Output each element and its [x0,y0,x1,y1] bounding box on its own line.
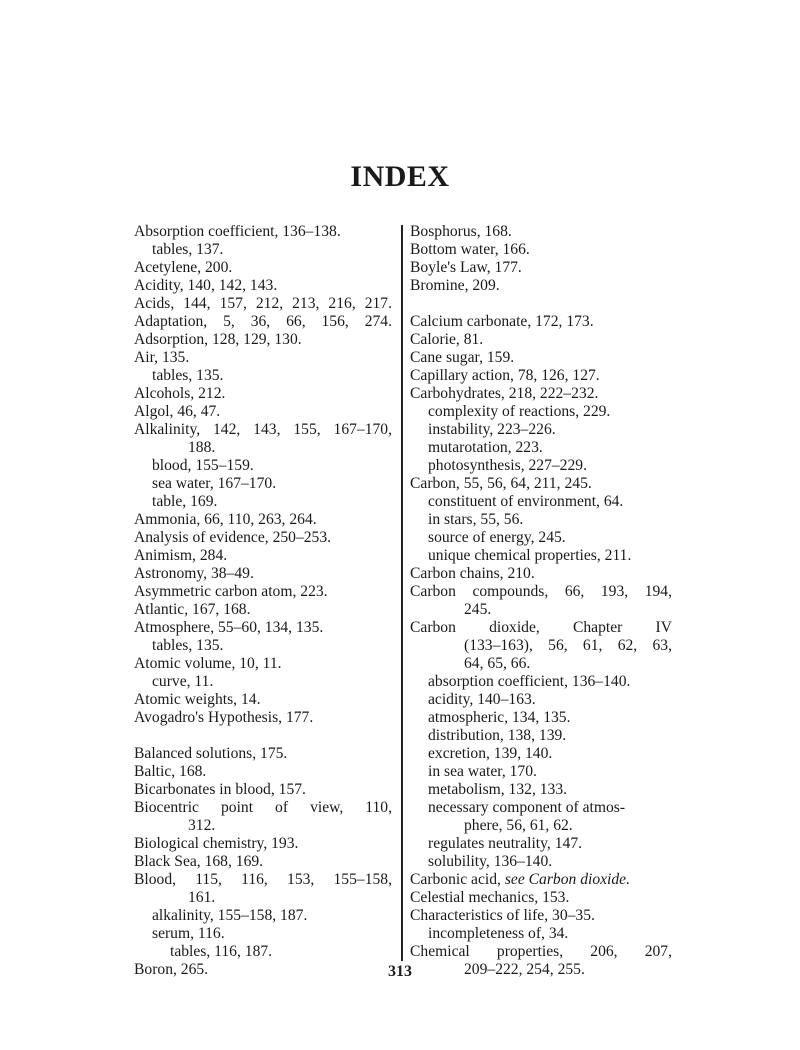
index-entry: photosynthesis, 227–229. [428,457,587,474]
index-entry: Chemical properties, 206, 207, [410,943,672,960]
blank-line [134,727,392,745]
index-entry: alkalinity, 155–158, 187. [152,907,308,924]
index-entry: curve, 11. [152,673,214,690]
index-entry: excretion, 139, 140. [428,745,553,762]
page-number: 313 [388,963,412,980]
index-entry: Carbohydrates, 218, 222–232. [410,385,599,402]
index-entry: Boron, 265. [134,961,209,978]
index-entry: Biological chemistry, 193. [134,835,299,852]
index-entry: serum, 116. [152,925,225,942]
index-entry: Characteristics of life, 30–35. [410,907,595,924]
index-entry: complexity of reactions, 229. [428,403,611,420]
index-entry: Carbon, 55, 56, 64, 211, 245. [410,475,592,492]
index-entry: Baltic, 168. [134,763,207,780]
index-entry: acidity, 140–163. [428,691,536,708]
index-entry: Acetylene, 200. [134,259,233,276]
index-entry: 161. [188,889,216,906]
index-entry: Acids, 144, 157, 212, 213, 216, 217. [134,295,392,312]
index-entry: Balanced solutions, 175. [134,745,288,762]
index-entry: Atomic volume, 10, 11. [134,655,282,672]
index-entry: tables, 116, 187. [170,943,273,960]
index-column-left [134,223,392,979]
index-entry: 64, 65, 66. [464,655,531,672]
blank-line [410,295,672,313]
index-entry: phere, 56, 61, 62. [464,817,573,834]
index-entry: Carbon dioxide, Chapter IV [410,619,672,636]
index-entry: table, 169. [152,493,218,510]
index-entry: Atlantic, 167, 168. [134,601,251,618]
index-entry: metabolism, 132, 133. [428,781,568,798]
index-entry: Alkalinity, 142, 143, 155, 167–170, [134,421,392,438]
index-entry: Adsorption, 128, 129, 130. [134,331,302,348]
index-entry: incompleteness of, 34. [428,925,569,942]
index-entry: constituent of environment, 64. [428,493,624,510]
index-entry: Avogadro's Hypothesis, 177. [134,709,314,726]
index-entry: Acidity, 140, 142, 143. [134,277,278,294]
index-entry: in sea water, 170. [428,763,537,780]
index-entry: 209–222, 254, 255. [464,961,585,978]
index-entry: unique chemical properties, 211. [428,547,632,564]
index-entry: instability, 223–226. [428,421,556,438]
index-entry: Bicarbonates in blood, 157. [134,781,306,798]
index-entry: Carbon compounds, 66, 193, 194, [410,583,672,600]
index-entry: 245. [464,601,492,618]
index-entry: Atomic weights, 14. [134,691,261,708]
index-entry: Capillary action, 78, 126, 127. [410,367,600,384]
index-entry: Carbonic acid, see Carbon dioxide. [410,871,630,888]
index-entry: Asymmetric carbon atom, 223. [134,583,328,600]
index-entry: regulates neutrality, 147. [428,835,583,852]
index-entry: Carbon chains, 210. [410,565,535,582]
index-entry: Cane sugar, 159. [410,349,515,366]
index-entry: Ammonia, 66, 110, 263, 264. [134,511,317,528]
index-entry: distribution, 138, 139. [428,727,567,744]
index-entry: Adaptation, 5, 36, 66, 156, 274. [134,313,392,330]
index-entry: Calorie, 81. [410,331,484,348]
index-entry: tables, 135. [152,637,224,654]
index-entry: Bromine, 209. [410,277,500,294]
index-entry: Calcium carbonate, 172, 173. [410,313,594,330]
index-entry: Boyle's Law, 177. [410,259,522,276]
index-entry: absorption coefficient, 136–140. [428,673,631,690]
index-entry: Biocentric point of view, 110, [134,799,392,816]
index-entry: (133–163), 56, 61, 62, 63, [464,637,672,654]
index-entry: tables, 135. [152,367,224,384]
index-entry: Blood, 115, 116, 153, 155–158, [134,871,392,888]
index-entry: Analysis of evidence, 250–253. [134,529,332,546]
index-entry: Black Sea, 168, 169. [134,853,264,870]
cross-reference: see Carbon dioxide. [504,871,630,888]
index-entry: in stars, 55, 56. [428,511,524,528]
index-entry: Alcohols, 212. [134,385,226,402]
index-entry: sea water, 167–170. [152,475,277,492]
index-entry: Air, 135. [134,349,190,366]
page-title: INDEX [350,160,450,193]
index-entry: atmospheric, 134, 135. [428,709,571,726]
index-entry: mutarotation, 223. [428,439,543,456]
index-entry: Astronomy, 38–49. [134,565,254,582]
column-divider [401,225,403,961]
index-entry: Atmosphere, 55–60, 134, 135. [134,619,324,636]
index-entry: Animism, 284. [134,547,228,564]
index-entry: 188. [188,439,216,456]
index-entry: Celestial mechanics, 153. [410,889,570,906]
index-entry: Absorption coefficient, 136–138. [134,223,341,240]
index-entry: tables, 137. [152,241,224,258]
index-entry: blood, 155–159. [152,457,254,474]
index-entry: 312. [188,817,216,834]
index-entry: Bosphorus, 168. [410,223,512,240]
index-entry: necessary component of atmos- [428,799,626,816]
index-entry: Bottom water, 166. [410,241,530,258]
index-entry: solubility, 136–140. [428,853,553,870]
index-entry: source of energy, 245. [428,529,566,546]
index-entry: Algol, 46, 47. [134,403,221,420]
index-column-right [410,223,672,979]
